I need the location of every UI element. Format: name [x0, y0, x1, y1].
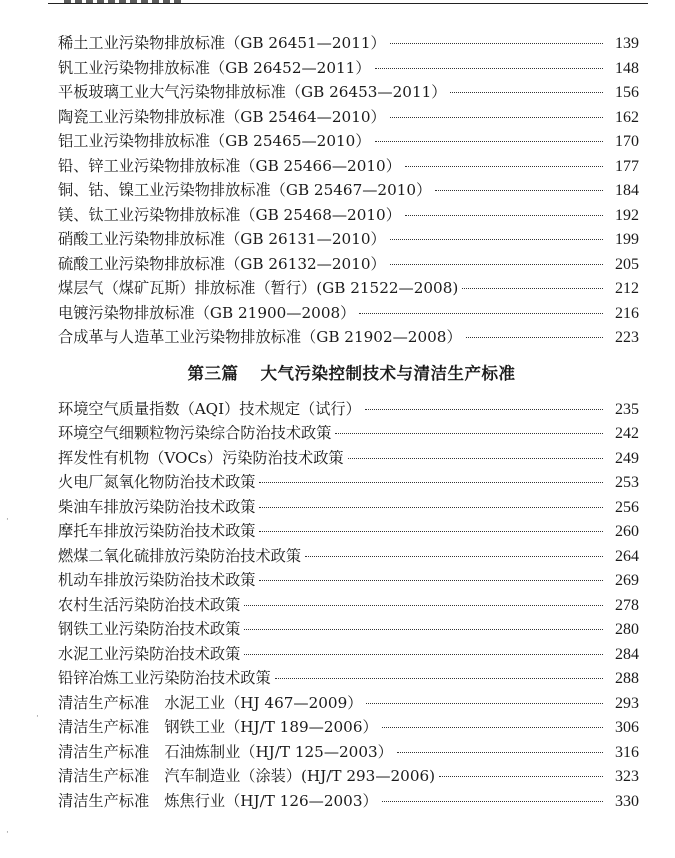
toc-entry-page-number: 148: [615, 59, 639, 77]
toc-entry-title: 农村生活污染防治技术政策: [58, 595, 241, 614]
dot-leader: [382, 727, 603, 728]
dot-leader: [405, 166, 603, 167]
toc-entry-page-number: 235: [615, 400, 639, 418]
toc-entry[interactable]: [58, 740, 639, 765]
dot-leader: [359, 313, 603, 314]
toc-entry-title: 柴油车排放污染防治技术政策: [58, 497, 256, 516]
toc-entry[interactable]: [58, 593, 639, 618]
toc-entry-title: 稀土工业污染物排放标准（GB 26451—2011）: [58, 34, 386, 52]
dot-leader: [259, 531, 603, 532]
toc-entry[interactable]: [58, 691, 639, 716]
toc-entry-title: 钒工业污染物排放标准（GB 26452—2011）: [58, 58, 371, 77]
toc-entry-page-number: 316: [615, 743, 639, 761]
toc-entry[interactable]: [58, 56, 639, 81]
toc-entry-page-number: 184: [615, 182, 639, 199]
toc-entry-title: 清洁生产标准 炼焦行业（HJ/T 126—2003）: [58, 791, 378, 810]
toc-entry-page-number: 242: [615, 425, 639, 442]
dot-leader: [259, 482, 603, 483]
toc-entry[interactable]: [58, 617, 639, 642]
toc-entry-page-number: 264: [615, 547, 639, 565]
section-title: 大气污染控制技术与清洁生产标准: [260, 363, 516, 383]
dot-leader: [462, 288, 603, 289]
dot-leader: [439, 776, 603, 777]
dot-leader: [390, 239, 603, 240]
toc-entry-title: 硫酸工业污染物排放标准（GB 26132—2010）: [58, 254, 386, 273]
toc-entry-page-number: 216: [615, 304, 639, 322]
toc-entry-title: 铅、锌工业污染物排放标准（GB 25466—2010）: [58, 156, 401, 175]
toc-entry[interactable]: [58, 325, 639, 350]
toc-entry[interactable]: [58, 446, 639, 471]
margin-mark: ·: [6, 515, 9, 525]
toc-entry-title: 清洁生产标准 钢铁工业（HJ/T 189—2006）: [58, 718, 378, 736]
toc-entry[interactable]: [58, 252, 639, 277]
toc-entry-title: 铝工业污染物排放标准（GB 25465—2010）: [58, 132, 371, 150]
dot-leader: [466, 337, 603, 338]
toc-entry-page-number: 269: [615, 572, 639, 589]
table-of-contents: [58, 31, 639, 813]
toc-entry[interactable]: [58, 470, 639, 495]
toc-entry[interactable]: [58, 789, 639, 814]
toc-entry[interactable]: [58, 154, 639, 179]
header-rule: [48, 3, 648, 4]
dot-leader: [435, 190, 603, 191]
toc-entry-title: 清洁生产标准 石油炼制业（HJ/T 125—2003）: [58, 742, 393, 761]
toc-entry[interactable]: [58, 80, 639, 105]
toc-entry-page-number: 199: [615, 231, 639, 248]
toc-entry-title: 镁、钛工业污染物排放标准（GB 25468—2010）: [58, 205, 401, 224]
toc-entry-page-number: 205: [615, 255, 639, 273]
toc-entry-title: 铜、钴、镍工业污染物排放标准（GB 25467—2010）: [58, 181, 432, 199]
toc-entry[interactable]: [58, 421, 639, 446]
dot-leader: [382, 801, 603, 802]
dot-leader: [390, 117, 603, 118]
dot-leader: [365, 409, 603, 410]
toc-entry[interactable]: [58, 544, 639, 569]
toc-entry-page-number: 284: [615, 645, 639, 663]
dot-leader: [305, 556, 603, 557]
dot-leader: [348, 458, 603, 459]
toc-part3-list: [58, 397, 639, 814]
margin-mark: ·: [36, 712, 39, 722]
toc-entry[interactable]: [58, 397, 639, 422]
toc-entry-page-number: 288: [615, 670, 639, 687]
dot-leader: [335, 433, 603, 434]
toc-entry-title: 平板玻璃工业大气污染物排放标准（GB 26453—2011）: [58, 83, 447, 101]
toc-entry[interactable]: [58, 715, 639, 740]
dot-leader: [275, 678, 603, 679]
dot-leader: [244, 629, 603, 630]
toc-entry[interactable]: [58, 568, 639, 593]
toc-entry[interactable]: [58, 227, 639, 252]
toc-entry[interactable]: [58, 642, 639, 667]
toc-part2-list: [58, 31, 639, 350]
toc-entry[interactable]: [58, 276, 639, 301]
toc-entry-page-number: 280: [615, 621, 639, 638]
dot-leader: [375, 141, 603, 142]
dot-leader: [397, 752, 603, 753]
section-heading-part3: [58, 350, 639, 397]
toc-entry-page-number: 253: [615, 474, 639, 491]
toc-entry-page-number: 323: [615, 768, 639, 785]
dot-leader: [259, 507, 603, 508]
toc-entry-title: 燃煤二氧化硫排放污染防治技术政策: [58, 546, 301, 565]
toc-entry-title: 挥发性有机物（VOCs）污染防治技术政策: [58, 448, 344, 467]
dot-leader: [259, 580, 603, 581]
toc-entry-title: 合成革与人造革工业污染物排放标准（GB 21902—2008）: [58, 328, 462, 346]
toc-entry-title: 环境空气质量指数（AQI）技术规定（试行）: [58, 399, 361, 418]
toc-entry-title: 清洁生产标准 水泥工业（HJ 467—2009）: [58, 693, 363, 712]
toc-entry-title: 环境空气细颗粒物污染综合防治技术政策: [58, 424, 332, 442]
dot-leader: [405, 215, 603, 216]
toc-entry-page-number: 306: [615, 719, 639, 736]
toc-entry-title: 机动车排放污染防治技术政策: [58, 571, 256, 589]
toc-entry-page-number: 330: [615, 792, 639, 810]
toc-entry[interactable]: [58, 495, 639, 520]
toc-entry-page-number: 170: [615, 133, 639, 150]
toc-entry[interactable]: [58, 666, 639, 691]
toc-entry-title: 陶瓷工业污染物排放标准（GB 25464—2010）: [58, 107, 386, 126]
toc-entry-page-number: 156: [615, 84, 639, 101]
dot-leader: [390, 264, 603, 265]
toc-entry[interactable]: [58, 519, 639, 544]
toc-entry-title: 硝酸工业污染物排放标准（GB 26131—2010）: [58, 230, 386, 248]
toc-entry[interactable]: [58, 31, 639, 56]
toc-entry-title: 清洁生产标准 汽车制造业（涂装）(HJ/T 293—2006): [58, 767, 436, 785]
toc-entry-title: 水泥工业污染防治技术政策: [58, 644, 241, 663]
toc-entry-title: 钢铁工业污染防治技术政策: [58, 620, 241, 638]
dot-leader: [244, 654, 603, 655]
toc-entry[interactable]: [58, 301, 639, 326]
dot-leader: [450, 92, 603, 93]
toc-entry-page-number: 139: [615, 35, 639, 52]
dot-leader: [375, 68, 603, 69]
toc-entry-page-number: 192: [615, 206, 639, 224]
toc-entry[interactable]: [58, 764, 639, 789]
toc-entry-page-number: 293: [615, 694, 639, 712]
toc-entry-page-number: 162: [615, 108, 639, 126]
toc-entry-title: 煤层气（煤矿瓦斯）排放标准（暂行）(GB 21522—2008): [58, 279, 459, 297]
toc-entry-page-number: 256: [615, 498, 639, 516]
toc-entry-page-number: 249: [615, 449, 639, 467]
dot-leader: [244, 605, 603, 606]
toc-entry-page-number: 278: [615, 596, 639, 614]
toc-entry[interactable]: [58, 178, 639, 203]
toc-entry-title: 电镀污染物排放标准（GB 21900—2008）: [58, 303, 356, 322]
toc-entry-page-number: 223: [615, 329, 639, 346]
dot-leader: [366, 703, 603, 704]
toc-entry[interactable]: [58, 203, 639, 228]
toc-entry-title: 摩托车排放污染防治技术政策: [58, 522, 256, 540]
toc-entry-page-number: 212: [615, 280, 639, 297]
section-number: 第三篇: [187, 363, 239, 383]
toc-entry-title: 铅锌冶炼工业污染防治技术政策: [58, 669, 271, 687]
margin-mark: ·: [6, 828, 9, 838]
toc-entry-page-number: 177: [615, 157, 639, 175]
toc-entry-title: 火电厂氮氧化物防治技术政策: [58, 473, 256, 491]
dot-leader: [390, 43, 603, 44]
toc-entry-page-number: 260: [615, 523, 639, 540]
toc-entry[interactable]: [58, 129, 639, 154]
toc-entry[interactable]: [58, 105, 639, 130]
